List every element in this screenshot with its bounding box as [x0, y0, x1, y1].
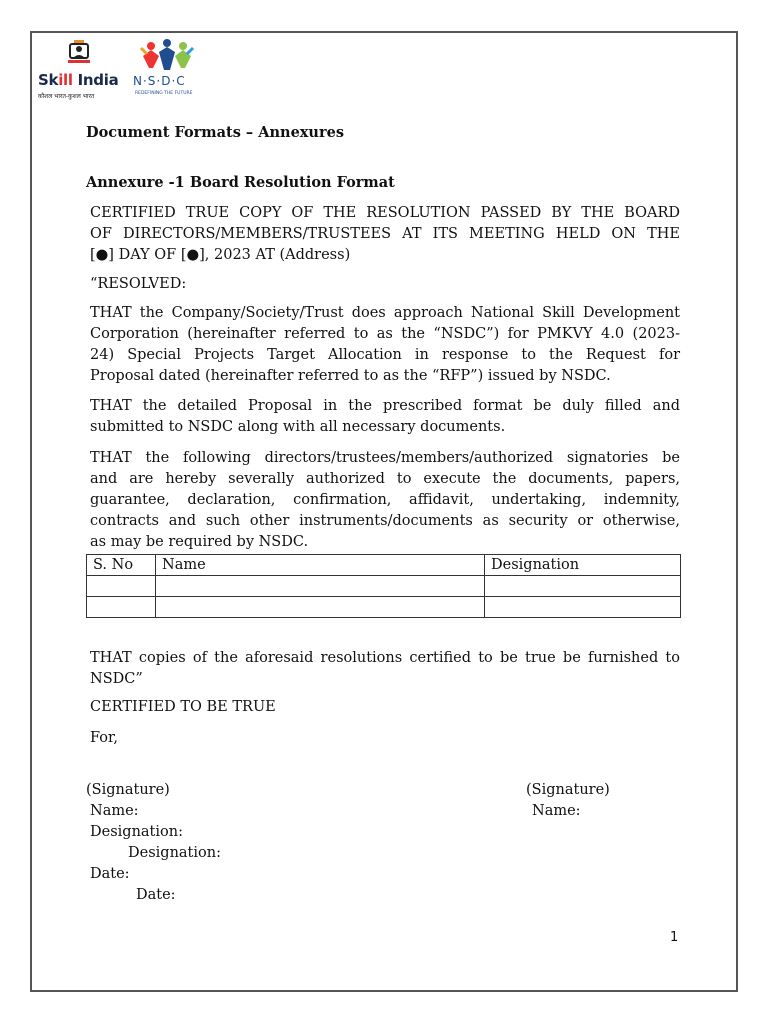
text-line: THAT the detailed Proposal in the prescribed format be duly filled and	[90, 398, 680, 414]
text-line: THAT copies of the aforesaid resolutions certified to be true be furnished to	[90, 650, 680, 666]
text-line: THAT the Company/Society/Trust does approach National Skill Development	[90, 305, 680, 321]
page-number: 1	[670, 930, 679, 945]
paragraph-4	[90, 648, 680, 690]
nsdc-people-icon	[137, 38, 197, 74]
text-line: THAT the following directors/trustees/members/authorized signatories be	[90, 450, 680, 466]
paragraph-3	[90, 448, 680, 553]
text-line: contracts and such other instruments/documents as security or otherwise,	[90, 513, 680, 529]
skill-india-wordmark: Skill India	[38, 71, 119, 89]
table-cell	[485, 597, 681, 618]
text-line: and are hereby severally authorized to execute the documents, papers,	[90, 471, 680, 487]
text-line: CERTIFIED TRUE COPY OF THE RESOLUTION PASSED BY THE BOARD	[90, 205, 680, 221]
skill-india-logo	[38, 38, 120, 102]
table-header-cell: Name	[156, 555, 485, 576]
name-right: Name:	[532, 803, 581, 819]
table-header-cell: S. No	[87, 555, 156, 576]
text-line: guarantee, declaration, confirmation, affidavit, undertaking, indemnity,	[90, 492, 680, 508]
resolved-label: “RESOLVED:	[90, 276, 187, 292]
table-header-row	[87, 555, 681, 576]
text-line: NSDC”	[90, 671, 143, 687]
table-cell	[87, 597, 156, 618]
table-row	[87, 576, 681, 597]
nsdc-tagline: REDEFINING THE FUTURE	[135, 91, 193, 96]
table-cell	[156, 576, 485, 597]
table-row	[87, 597, 681, 618]
certified-copy-block	[90, 203, 680, 266]
date-left: Date:	[90, 866, 130, 882]
nsdc-wordmark: N·S·D·C	[133, 74, 186, 88]
for-label: For,	[90, 730, 118, 746]
designation-right: Designation:	[128, 845, 221, 861]
signature-right: (Signature)	[526, 782, 610, 798]
table-cell	[156, 597, 485, 618]
table-cell	[87, 576, 156, 597]
paragraph-1	[90, 303, 680, 387]
text-line: Corporation (hereinafter referred to as the “NSDC”) for PMKVY 4.0 (2023-	[90, 326, 680, 342]
text-line: OF DIRECTORS/MEMBERS/TRUSTEES AT ITS MEETING HELD ON THE	[90, 226, 680, 242]
table-header-cell: Designation	[485, 555, 681, 576]
signatories-table	[86, 554, 681, 618]
name-left: Name:	[90, 803, 139, 819]
document-title: Document Formats – Annexures	[86, 124, 345, 141]
certified-to-be-true: CERTIFIED TO BE TRUE	[90, 699, 276, 715]
text-line: [●] DAY OF [●], 2023 AT (Address)	[90, 247, 351, 263]
text-line: 24) Special Projects Target Allocation in response to the Request for	[90, 347, 680, 363]
text-line: as may be required by NSDC.	[90, 534, 309, 550]
nsdc-logo	[131, 38, 203, 100]
designation-left: Designation:	[90, 824, 183, 840]
signature-left: (Signature)	[86, 782, 170, 798]
paragraph-2	[90, 396, 680, 438]
skill-india-tagline: कौशल भारत-कुशल भारत	[38, 93, 95, 100]
text-line: Proposal dated (hereinafter referred to as the “RFP”) issued by NSDC.	[90, 368, 611, 384]
skill-india-emblem-icon	[64, 38, 94, 68]
text-line: submitted to NSDC along with all necessary documents.	[90, 419, 506, 435]
annexure-title: Annexure -1 Board Resolution Format	[86, 174, 395, 191]
date-right: Date:	[136, 887, 176, 903]
table-cell	[485, 576, 681, 597]
